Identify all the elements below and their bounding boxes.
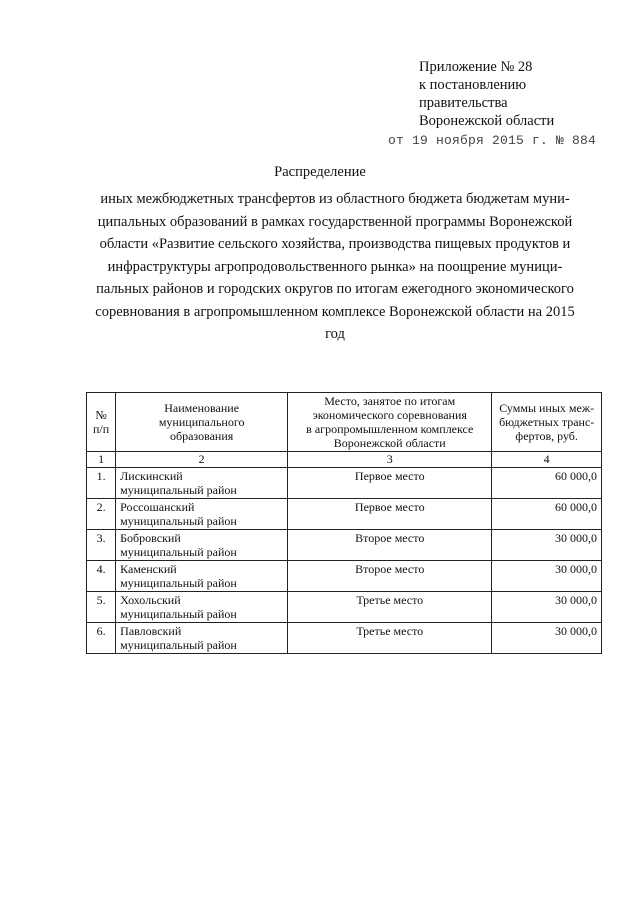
row-place: Первое место [288,468,492,499]
row-amount: 30 000,0 [492,623,602,654]
row-municipality: Павловский муниципальный район [116,623,288,654]
description-line: области «Развитие сельского хозяйства, производства пищевых продуктов и [99,236,571,252]
document-description [70,188,600,346]
annex-header [419,58,554,130]
annex-number: Приложение № 28 [419,59,533,75]
row-amount: 30 000,0 [492,592,602,623]
table-row [87,530,602,561]
table-index-row [87,452,602,468]
description-line: соревнования в агропромышленном комплексе Воронежской области на 2015 [95,303,575,320]
description-line: ципальных образований в рамках государственной программы Воронежской [97,213,573,230]
description-line: иных межбюджетных трансфертов из областного бюджета бюджетам муни- [100,191,570,207]
annex-ref: к постановлению [419,77,527,93]
row-number: 1. [87,468,116,499]
row-place: Первое место [288,499,492,530]
index-cell: 3 [288,452,492,468]
annex-authority: правительства [419,95,508,111]
row-municipality: Россошанский муниципальный район [116,499,288,530]
row-municipality: Хохольский муниципальный район [116,592,288,623]
table-row [87,468,602,499]
index-cell: 1 [87,452,116,468]
row-place: Второе место [288,530,492,561]
row-amount: 30 000,0 [492,561,602,592]
header-num: № п/п [87,393,116,452]
table-row [87,592,602,623]
table-row [87,623,602,654]
description-line: инфраструктуры агропродовольственного рынка» на поощрение муници- [107,258,563,275]
header-sum: Суммы иных меж- бюджетных транс- фертов, руб. [492,393,602,452]
row-amount: 30 000,0 [492,530,602,561]
document-title: Распределение [274,164,366,180]
row-amount: 60 000,0 [492,468,602,499]
annex-date-stamp: от 19 ноября 2015 г. № 884 [388,133,597,148]
row-number: 6. [87,623,116,654]
row-place: Второе место [288,561,492,592]
row-number: 5. [87,592,116,623]
row-number: 2. [87,499,116,530]
description-line: пальных районов и городских округов по итогам ежегодного экономического [96,281,574,297]
distribution-table [86,392,602,654]
row-municipality: Лискинский муниципальный район [116,468,288,499]
row-place: Третье место [288,592,492,623]
description-line: год [325,326,345,342]
table-row [87,499,602,530]
row-municipality: Каменский муниципальный район [116,561,288,592]
header-name: Наименование муниципального образования [116,393,288,452]
row-place: Третье место [288,623,492,654]
table-row [87,561,602,592]
row-municipality: Бобровский муниципальный район [116,530,288,561]
header-place: Место, занятое по итогам экономического соревнования в агропромышленном комплексе Воронежской области [288,393,492,452]
table-header-row [87,393,602,452]
row-number: 3. [87,530,116,561]
index-cell: 4 [492,452,602,468]
row-amount: 60 000,0 [492,499,602,530]
annex-region: Воронежской области [419,113,555,129]
row-number: 4. [87,561,116,592]
index-cell: 2 [116,452,288,468]
